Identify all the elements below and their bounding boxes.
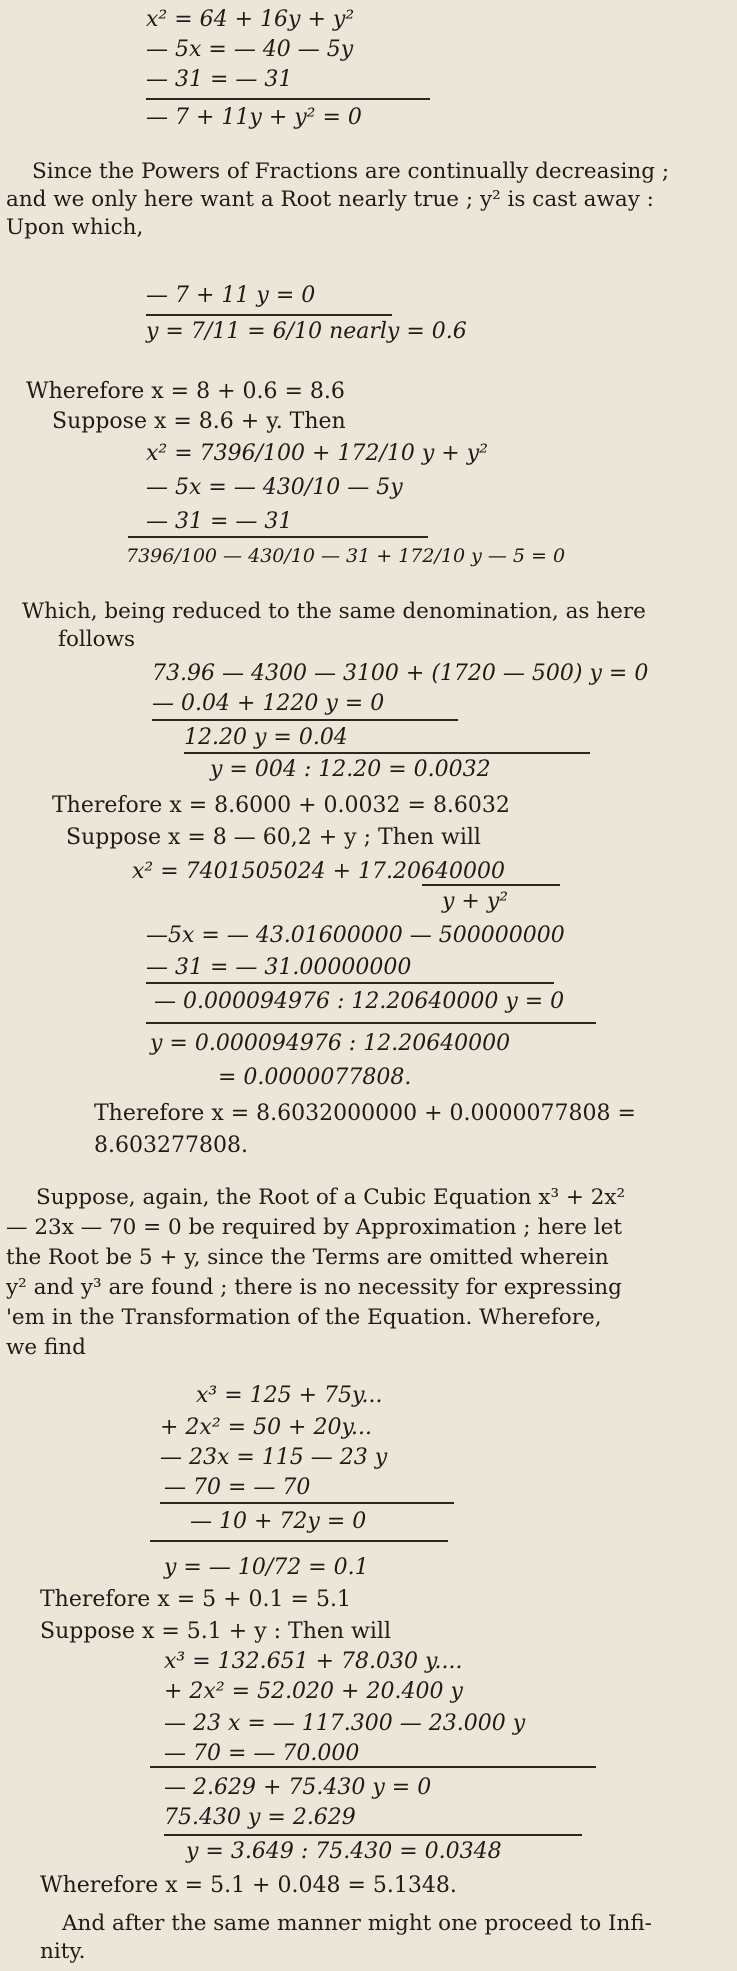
equation-line: y = — 10/72 = 0.1: [164, 1555, 369, 1580]
equation-line: —5x = — 43.01600000 — 500000000: [146, 923, 565, 948]
sum-rule: [160, 1502, 454, 1504]
equation-line: 12.20 y = 0.04: [184, 725, 348, 750]
paragraph-line: follows: [58, 627, 136, 652]
paragraph-line: Suppose, again, the Root of a Cubic Equation x³ + 2x²: [36, 1185, 626, 1210]
equation-line: Suppose x = 8 — 60,2 + y ; Then will: [66, 825, 481, 850]
equation-line: — 7 + 11 y = 0: [146, 283, 316, 308]
sum-rule: [150, 1766, 596, 1768]
equation-line: Wherefore x = 5.1 + 0.048 = 5.1348.: [40, 1873, 457, 1898]
sum-rule: [184, 752, 590, 754]
sum-rule: [146, 98, 430, 100]
equation-line: x² = 7396/100 + 172/10 y + y²: [146, 441, 488, 466]
equation-line: — 10 + 72y = 0: [190, 1509, 367, 1534]
equation-line: — 23x = 115 — 23 y: [160, 1445, 388, 1470]
equation-line: — 0.04 + 1220 y = 0: [152, 691, 385, 716]
equation-line: — 31 = — 31: [146, 67, 293, 92]
sum-rule: [128, 536, 428, 538]
equation-line: Suppose x = 5.1 + y : Then will: [40, 1619, 391, 1644]
equation-line: x³ = 125 + 75y...: [196, 1383, 383, 1408]
equation-line: = 0.0000077808.: [218, 1065, 412, 1090]
sum-rule: [164, 1834, 582, 1836]
equation-line: y = 004 : 12.20 = 0.0032: [210, 757, 491, 782]
equation-line: Therefore x = 5 + 0.1 = 5.1: [40, 1587, 351, 1612]
equation-line: — 31 = — 31: [146, 509, 293, 534]
equation-line: + 2x² = 52.020 + 20.400 y: [164, 1679, 463, 1704]
equation-line: x³ = 132.651 + 78.030 y....: [164, 1649, 463, 1674]
paragraph-line: — 23x — 70 = 0 be required by Approximation ; here let: [6, 1215, 623, 1240]
equation-line: Therefore x = 8.6000 + 0.0032 = 8.6032: [52, 793, 510, 818]
equation-line: 8.603277808.: [94, 1133, 248, 1158]
equation-line: y = 0.000094976 : 12.20640000: [150, 1031, 511, 1056]
sum-rule: [146, 1022, 596, 1024]
equation-line: — 31 = — 31.00000000: [146, 955, 412, 980]
equation-line: — 5x = — 40 — 5y: [146, 37, 354, 62]
equation-line: — 70 = — 70.000: [164, 1741, 360, 1766]
equation-line: 75.430 y = 2.629: [164, 1805, 356, 1830]
equation-line: — 7 + 11y + y² = 0: [146, 105, 362, 130]
equation-line: — 70 = — 70: [164, 1475, 311, 1500]
sum-rule: [422, 884, 560, 886]
sum-rule: [152, 719, 458, 721]
paragraph-line: And after the same manner might one proceed to Infi-: [62, 1911, 652, 1936]
equation-line: Therefore x = 8.6032000000 + 0.0000077808 =: [94, 1101, 636, 1126]
sum-rule: [146, 982, 554, 984]
paragraph-line: Which, being reduced to the same denomination, as here: [22, 599, 646, 624]
paragraph-line: and we only here want a Root nearly true ; y² is cast away :: [6, 187, 654, 212]
equation-line: — 23 x = — 117.300 — 23.000 y: [164, 1711, 526, 1736]
equation-line: y = 3.649 : 75.430 = 0.0348: [186, 1839, 502, 1864]
paragraph-line: nity.: [40, 1939, 86, 1964]
paragraph-line: 'em in the Transformation of the Equation. Wherefore,: [6, 1305, 602, 1330]
equation-line: Wherefore x = 8 + 0.6 = 8.6: [26, 379, 345, 404]
equation-line: x² = 7401505024 + 17.20640000: [132, 859, 506, 884]
equation-line: — 2.629 + 75.430 y = 0: [164, 1775, 432, 1800]
sum-rule: [150, 1540, 448, 1542]
paragraph-line: we find: [6, 1335, 86, 1360]
equation-line: 73.96 — 4300 — 3100 + (1720 — 500) y = 0: [152, 661, 649, 686]
equation-line: x² = 64 + 16y + y²: [146, 7, 355, 32]
equation-line: Suppose x = 8.6 + y. Then: [52, 409, 346, 434]
paragraph-line: Upon which,: [6, 215, 144, 240]
equation-line: — 0.000094976 : 12.20640000 y = 0: [154, 989, 565, 1014]
paragraph-line: Since the Powers of Fractions are continually decreasing ;: [32, 159, 670, 184]
equation-line: y + y²: [442, 889, 509, 914]
equation-line: 7396/100 — 430/10 — 31 + 172/10 y — 5 = 0: [126, 545, 566, 567]
sum-rule: [146, 314, 392, 316]
equation-line: y = 7/11 = 6/10 nearly = 0.6: [146, 319, 467, 344]
paragraph-line: the Root be 5 + y, since the Terms are omitted wherein: [6, 1245, 609, 1270]
equation-line: — 5x = — 430/10 — 5y: [146, 475, 403, 500]
paragraph-line: y² and y³ are found ; there is no necessity for expressing: [6, 1275, 622, 1300]
equation-line: + 2x² = 50 + 20y...: [160, 1415, 372, 1440]
